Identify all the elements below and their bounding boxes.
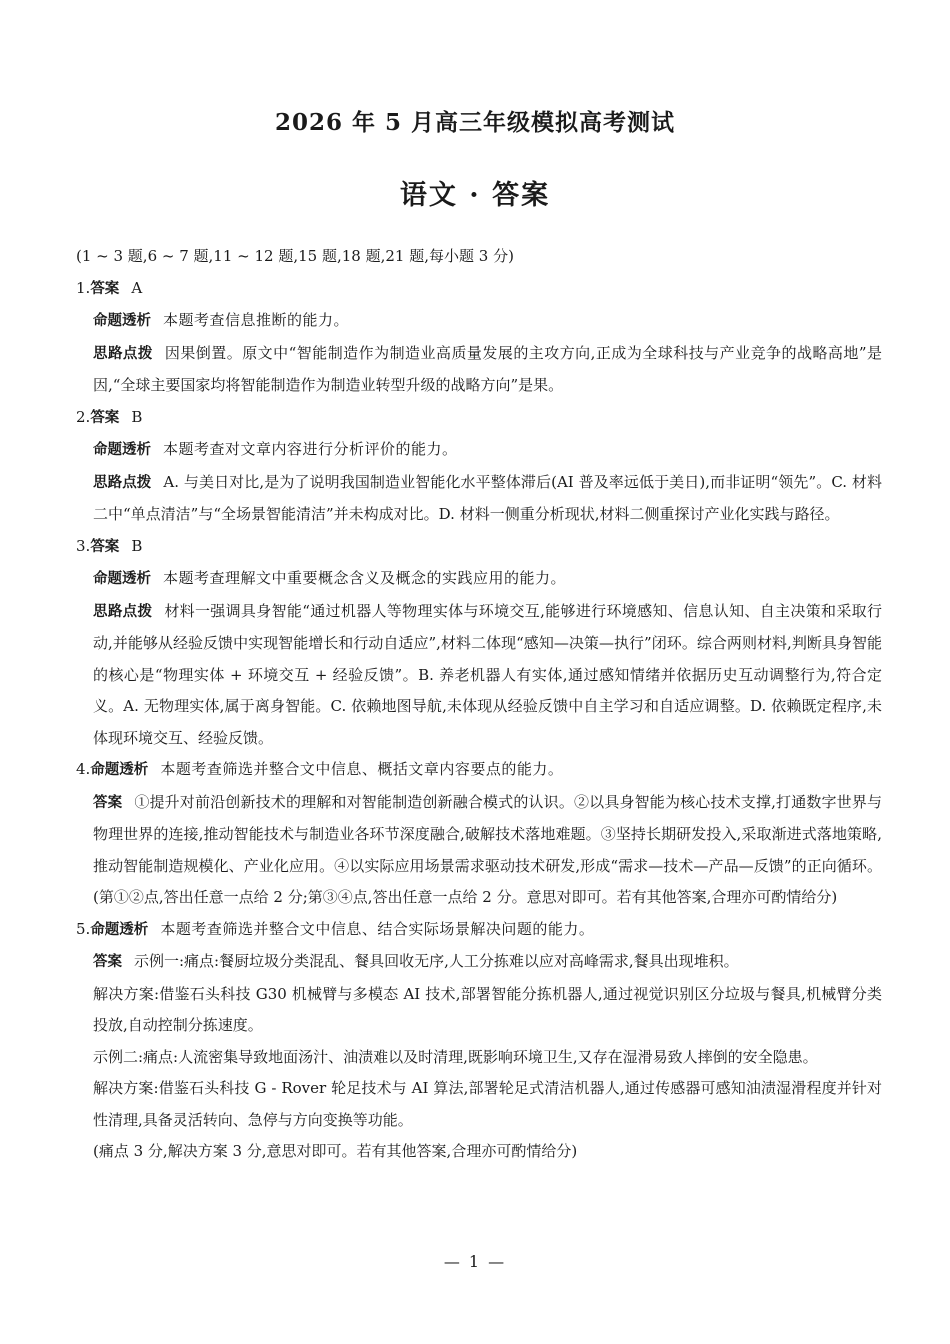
- analysis-label: 命题透析: [93, 571, 151, 587]
- q5-example-2: 示例二:痛点:人流密集导致地面汤汁、油渍难以及时清理,既影响环境卫生,又存在湿滑易致人摔倒的安全隐患。: [93, 1047, 818, 1066]
- answer-content: [76, 241, 882, 1168]
- q2-hint: [76, 467, 882, 531]
- q1-answer: A: [131, 278, 143, 297]
- scoring-note: (1 ~ 3 题,6 ~ 7 题,11 ~ 12 题,15 题,18 题,21 题,每小题 3 分): [76, 247, 514, 265]
- answer-label: 答案: [90, 280, 120, 297]
- page-number: — 1 —: [443, 1252, 507, 1271]
- hint-label: 思路点拨: [93, 345, 153, 362]
- q1-number: 1.: [76, 278, 91, 297]
- q2-answer-line: [76, 402, 882, 435]
- q5-number: 5.: [76, 919, 91, 938]
- answer-label: 答案: [93, 794, 123, 811]
- q5-solution-1: 解决方案:借鉴石头科技 G30 机械臂与多模态 AI 技术,部署智能分拣机器人,通过视觉识别区分垃圾与餐具,机械臂分类投放,自动控制分拣速度。: [93, 984, 882, 1034]
- q3-hint-text: 材料一强调具身智能“通过机器人等物理实体与环境交互,能够进行环境感知、信息认知、自主决策和采取行动,并能够从经验反馈中实现智能增长和行动自适应”,材料二体现“感知—决策—执行”闭环。综合两则材料,判断具身智能的核心是“物理实体 + 环境交互 + 经验反馈”。B. 养老机器人有实体,通过感知情绪并依据历史互动调整行为,符合定义。A. 无物理实体,属于离身智能。C. 依赖地图导航,未体现从经验反馈中自主学习和自适应调整。D. 依赖既定程序,未体现环境交互、经验反馈。: [93, 601, 883, 747]
- q2-analysis: [76, 434, 882, 467]
- q2-number: 2.: [76, 407, 91, 426]
- page-title: 2026 年 5 月高三年级模拟高考测试: [274, 109, 676, 136]
- q4-analysis-line: [76, 754, 882, 787]
- q5-example-1-text: 示例一:痛点:餐厨垃圾分类混乱、餐具回收无序,人工分拣难以应对高峰需求,餐具出现堆积。: [134, 952, 739, 970]
- answer-label: 答案: [93, 954, 122, 970]
- hint-label: 思路点拨: [93, 474, 152, 491]
- q2-hint-text: A. 与美日对比,是为了说明我国制造业智能化水平整体滞后(AI 普及率远低于美日),而非证明“领先”。C. 材料二中“单点清洁”与“全场景智能清洁”并未构成对比。D. 材料一侧重分析现状,材料二侧重探讨产业化实践与路径。: [93, 472, 882, 523]
- q4-answer-text: ①提升对前沿创新技术的理解和对智能制造创新融合模式的认识。②以具身智能为核心技术支撑,打通数字世界与物理世界的连接,推动智能技术与制造业各环节深度融合,破解技术落地难题。③坚持长期研发投入,采取渐进式落地策略,推动智能制造规模化、产业化应用。④以实际应用场景需求驱动技术研发,形成“需求—技术—产品—反馈”的正向循环。(第①②点,答出任意一点给 2 分;第③④点,答出任意一点给 2 分。意思对即可。若有其他答案,合理亦可酌情给分): [93, 792, 882, 906]
- q3-hint: [76, 596, 882, 755]
- q3-analysis-text: 本题考查理解文中重要概念含义及概念的实践应用的能力。: [163, 569, 567, 587]
- q5-analysis-line: [76, 914, 882, 947]
- q3-analysis: [76, 563, 882, 596]
- q2-answer: B: [131, 407, 143, 426]
- q5-solution-2: 解决方案:借鉴石头科技 G - Rover 轮足技术与 AI 算法,部署轮足式清洁机器人,通过传感器可感知油渍湿滑程度并针对性清理,具备灵活转向、急停与方向变换等功能。: [93, 1079, 882, 1129]
- q3-answer-line: [76, 531, 882, 564]
- answer-label: 答案: [90, 409, 120, 426]
- analysis-label: 命题透析: [90, 921, 149, 938]
- q5-answer-example-1: [76, 946, 882, 979]
- page-subtitle: 语文 · 答案: [399, 180, 551, 211]
- hint-label: 思路点拨: [93, 603, 153, 620]
- q1-analysis: [76, 305, 882, 338]
- q3-answer: B: [131, 536, 143, 555]
- q1-answer-line: [76, 273, 882, 306]
- analysis-label: 命题透析: [93, 442, 151, 458]
- q4-number: 4.: [76, 760, 91, 778]
- q1-hint: [76, 338, 882, 402]
- q5-analysis-text: 本题考查筛选并整合文中信息、结合实际场景解决问题的能力。: [160, 919, 595, 938]
- q4-answer: [76, 787, 882, 914]
- q1-analysis-text: 本题考查信息推断的能力。: [163, 311, 350, 329]
- q1-hint-text: 因果倒置。原文中“智能制造作为制造业高质量发展的主攻方向,正成为全球科技与产业竞争的战略高地”是因,“全球主要国家均将智能制造作为制造业转型升级的战略方向”是果。: [93, 343, 882, 394]
- q2-analysis-text: 本题考查对文章内容进行分析评价的能力。: [163, 440, 458, 458]
- q5-scoring: (痛点 3 分,解决方案 3 分,意思对即可。若有其他答案,合理亦可酌情给分): [93, 1142, 578, 1160]
- analysis-label: 命题透析: [93, 313, 151, 329]
- q4-analysis-text: 本题考查筛选并整合文中信息、概括文章内容要点的能力。: [160, 760, 564, 778]
- q3-number: 3.: [76, 536, 91, 555]
- analysis-label: 命题透析: [90, 762, 149, 778]
- answer-label: 答案: [90, 538, 120, 555]
